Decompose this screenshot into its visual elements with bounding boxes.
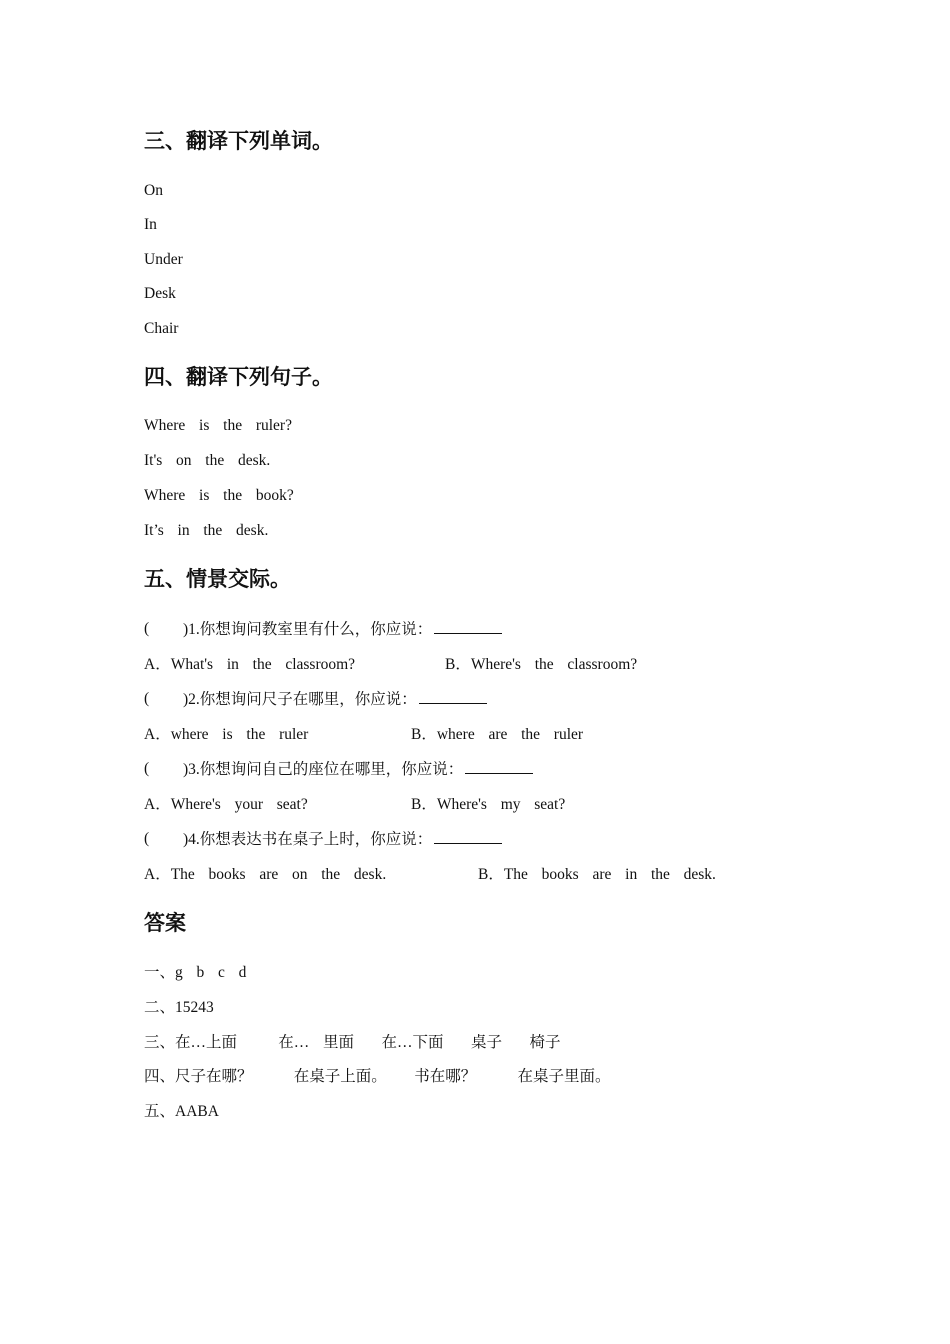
answer-blank[interactable]	[465, 759, 533, 774]
question-prompt	[183, 759, 533, 780]
answer-line: 一、g b c d	[144, 964, 247, 981]
answer-line: 五、AABA	[144, 1103, 219, 1120]
answer-line: 二、15243	[144, 999, 214, 1016]
question-prompt	[183, 619, 502, 640]
word-item: Chair	[144, 320, 179, 337]
option-a: A．Where's your seat?	[144, 796, 308, 813]
word-item: Desk	[144, 285, 176, 302]
sentence-item: Where is the book?	[144, 487, 294, 504]
option-b: B．Where's the classroom?	[445, 656, 638, 673]
question-text: )3.你想询问自己的座位在哪里，你应说：	[183, 761, 464, 778]
option-a: A．What's in the classroom?	[144, 656, 356, 673]
answer-paren: (	[144, 830, 150, 847]
question-prompt	[183, 689, 487, 710]
question-prompt	[183, 829, 502, 850]
option-b: B．where are the ruler	[411, 726, 584, 743]
sentence-item: It’s in the desk.	[144, 522, 269, 539]
answer-paren: (	[144, 690, 150, 707]
section4-title: 四、翻译下列句子。	[144, 365, 333, 389]
answer-paren: (	[144, 620, 150, 637]
option-a: A．The books are on the desk.	[144, 866, 387, 883]
answers-title: 答案	[144, 911, 186, 935]
answer-blank[interactable]	[419, 689, 487, 704]
sentence-item: Where is the ruler?	[144, 417, 292, 434]
answer-blank[interactable]	[434, 619, 502, 634]
option-b: B．The books are in the desk.	[478, 866, 716, 883]
answer-paren: (	[144, 760, 150, 777]
answer-line: 四、尺子在哪？ 在桌子上面。 书在哪？ 在桌子里面。	[144, 1068, 611, 1085]
section5-title: 五、情景交际。	[144, 567, 291, 591]
answer-line: 三、在…上面 在… 里面 在…下面 桌子 椅子	[144, 1034, 561, 1051]
word-item: In	[144, 216, 157, 233]
answer-blank[interactable]	[434, 829, 502, 844]
question-text: )2.你想询问尺子在哪里，你应说：	[183, 691, 417, 708]
option-a: A．where is the ruler	[144, 726, 309, 743]
question-text: )4.你想表达书在桌子上时，你应说：	[183, 831, 433, 848]
word-item: On	[144, 182, 163, 199]
option-b: B．Where's my seat?	[411, 796, 566, 813]
word-item: Under	[144, 251, 183, 268]
sentence-item: It's on the desk.	[144, 452, 271, 469]
question-text: )1.你想询问教室里有什么，你应说：	[183, 621, 433, 638]
section3-title: 三、翻译下列单词。	[144, 129, 333, 153]
